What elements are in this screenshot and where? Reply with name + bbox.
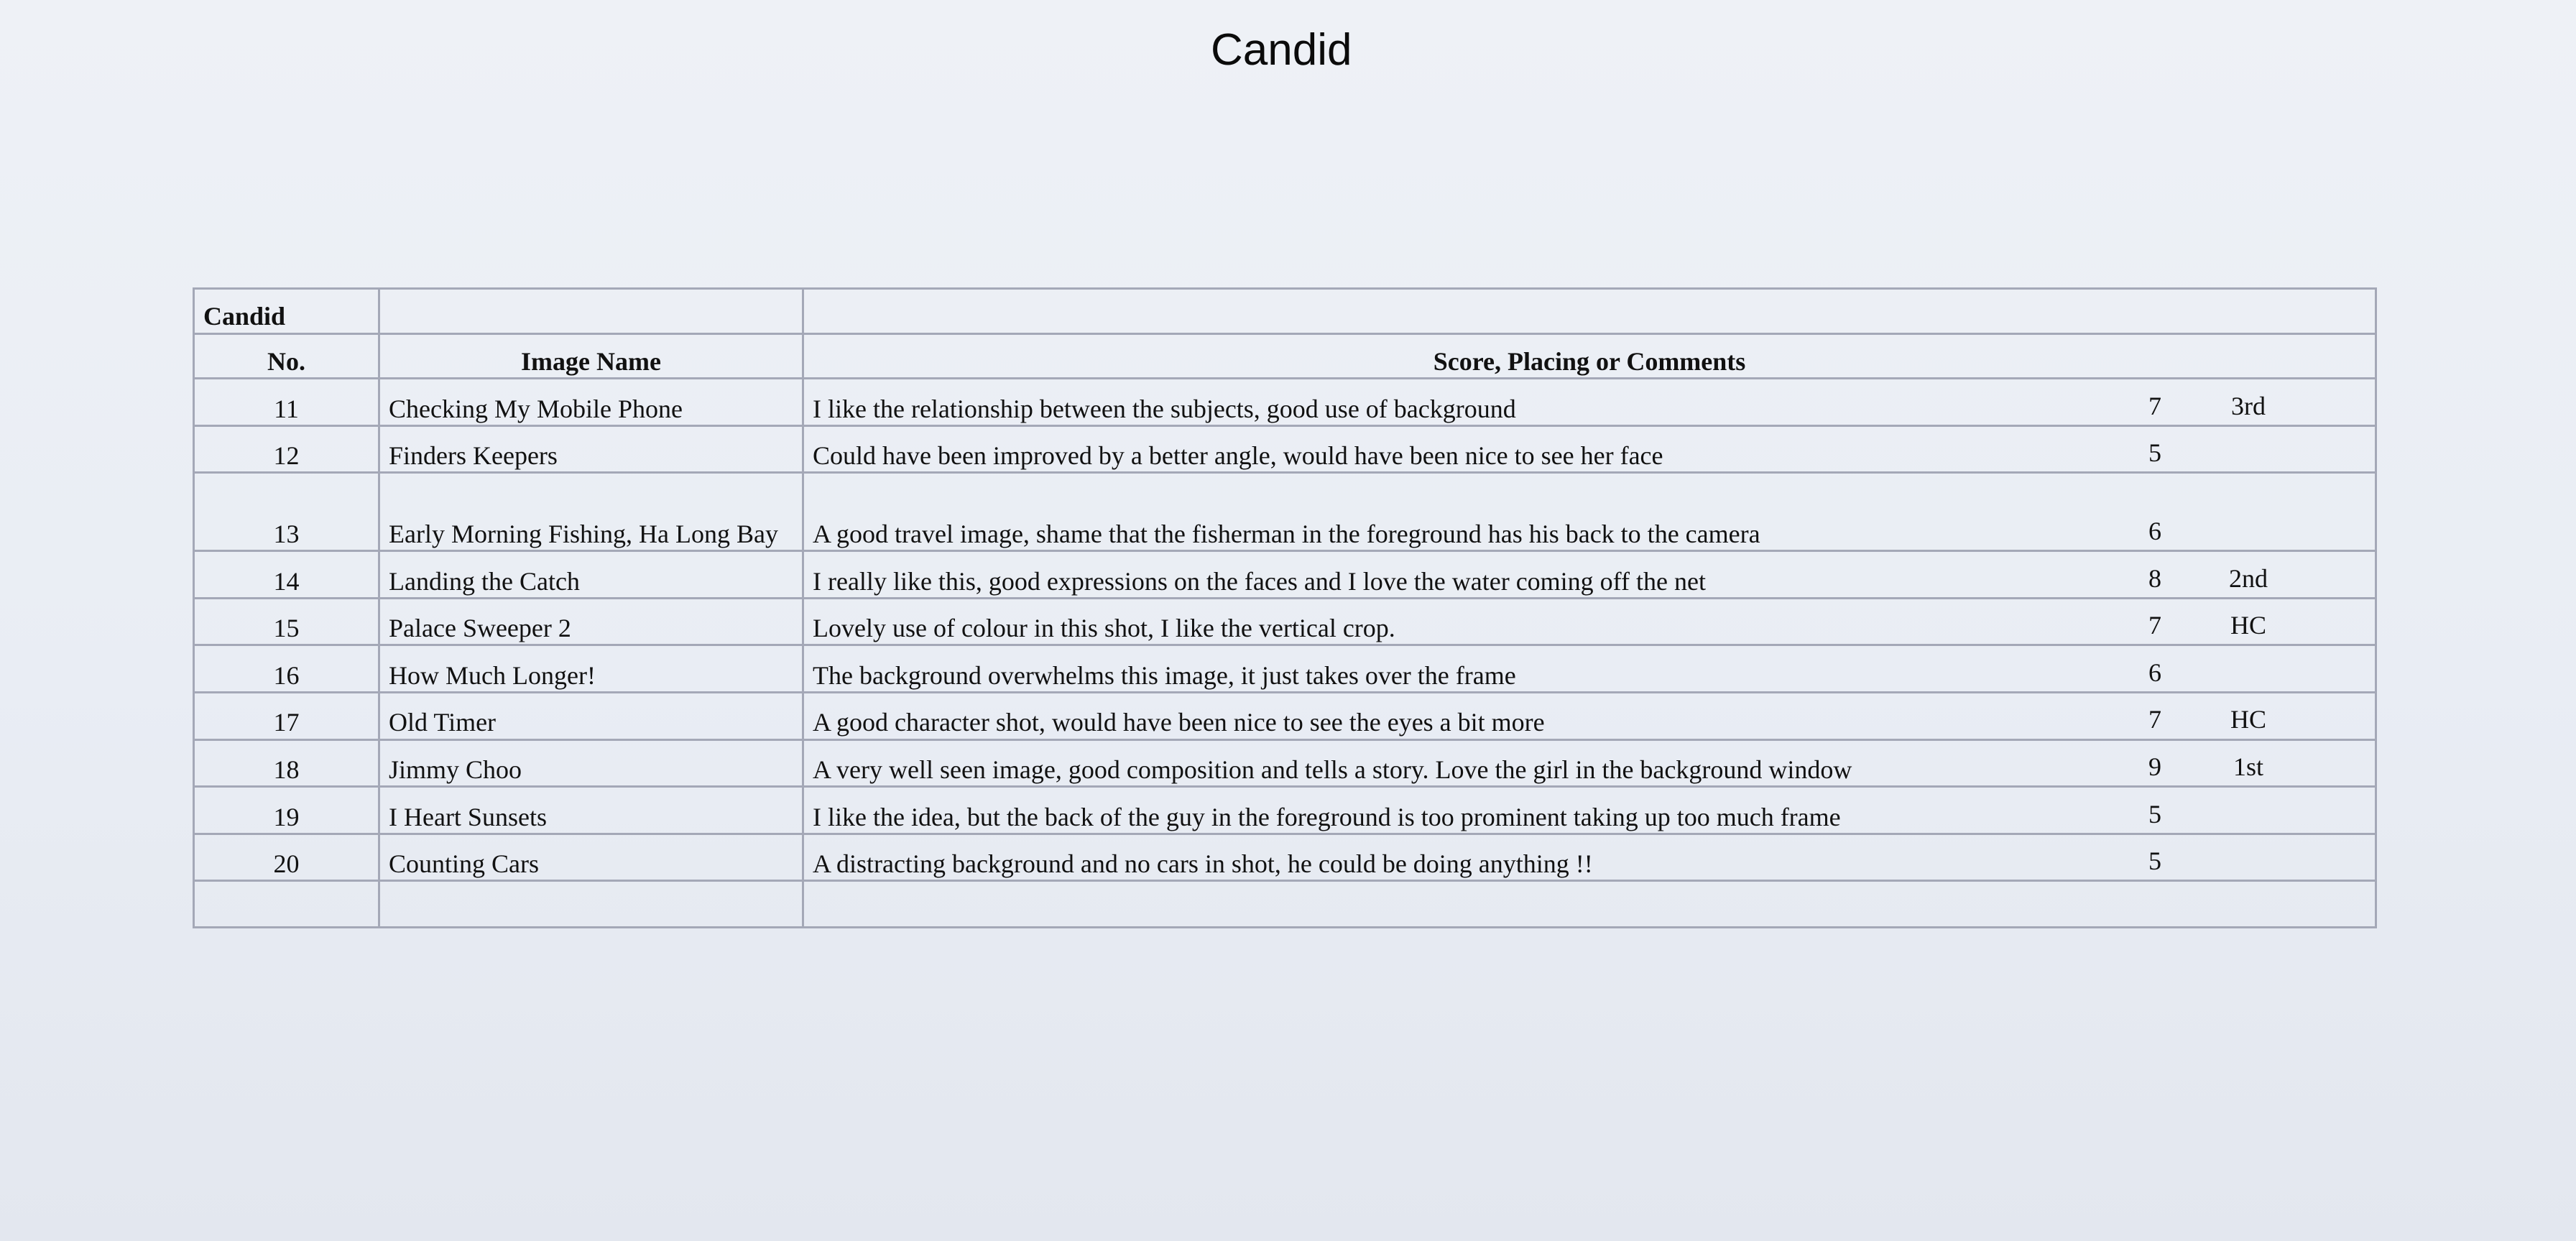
score-value: 8 [2148, 563, 2161, 593]
comment-text: A distracting background and no cars in shot, he could be doing anything !! [813, 849, 1593, 879]
category-label: Candid [194, 289, 379, 334]
score-value: 7 [2148, 705, 2161, 734]
cell-image-name: Palace Sweeper 2 [379, 598, 803, 645]
table-row [194, 692, 2376, 739]
score-value: 5 [2148, 438, 2161, 468]
comment-text: The background overwhelms this image, it just takes over the frame [813, 660, 1516, 690]
placing-value: 2nd [2229, 563, 2268, 593]
cell-image-name: Counting Cars [379, 834, 803, 881]
score-value: 9 [2148, 752, 2161, 781]
cell-image-name: I Heart Sunsets [379, 787, 803, 834]
score-value: 5 [2148, 846, 2161, 876]
table-row [194, 645, 2376, 693]
cell-comment [803, 787, 2376, 834]
cell-comment [803, 834, 2376, 881]
cell-comment [803, 379, 2376, 426]
cell-no: 19 [194, 787, 379, 834]
table-row [194, 473, 2376, 551]
comment-text: I like the idea, but the back of the guy in the foreground is too prominent taking up too much frame [813, 802, 1841, 831]
cell-no: 17 [194, 692, 379, 739]
empty-row [194, 881, 2376, 928]
cell-comment [803, 692, 2376, 739]
table-row [194, 425, 2376, 473]
comment-text: Could have been improved by a better angle, would have been nice to see her face [813, 441, 1663, 471]
cell-comment [803, 473, 2376, 551]
cell-no: 16 [194, 645, 379, 693]
placing-value: 3rd [2231, 391, 2266, 420]
cell-no: 18 [194, 739, 379, 787]
cell-image-name: How Much Longer! [379, 645, 803, 693]
page-title: Candid [1211, 25, 1352, 75]
empty-cell [803, 289, 2376, 334]
comment-text: A very well seen image, good composition and tells a story. Love the girl in the background window [813, 755, 1852, 784]
cell-image-name: Checking My Mobile Phone [379, 379, 803, 426]
cell-image-name: Old Timer [379, 692, 803, 739]
cell-no: 13 [194, 473, 379, 551]
comment-text: I really like this, good expressions on the faces and I love the water coming off the net [813, 566, 1706, 596]
table-row [194, 739, 2376, 787]
table-row [194, 787, 2376, 834]
cell-no: 11 [194, 379, 379, 426]
cell-comment [803, 425, 2376, 473]
cell-comment [803, 739, 2376, 787]
placing-value: HC [2230, 611, 2266, 640]
comment-text: Lovely use of colour in this shot, I like the vertical crop. [813, 614, 1395, 643]
empty-cell [803, 881, 2376, 928]
comment-text: I like the relationship between the subjects, good use of background [813, 394, 1516, 423]
cell-comment [803, 645, 2376, 693]
table-row [194, 379, 2376, 426]
cell-no: 12 [194, 425, 379, 473]
score-value: 6 [2148, 658, 2161, 687]
placing-value: HC [2230, 705, 2266, 734]
table-row [194, 598, 2376, 645]
cell-no: 14 [194, 551, 379, 599]
results-table [193, 287, 2377, 928]
header-row [194, 333, 2376, 379]
cell-image-name: Jimmy Choo [379, 739, 803, 787]
cell-image-name: Landing the Catch [379, 551, 803, 599]
comment-text: A good travel image, shame that the fisherman in the foreground has his back to the camera [813, 520, 1760, 549]
comment-text: A good character shot, would have been nice to see the eyes a bit more [813, 708, 1545, 737]
score-value: 6 [2148, 517, 2161, 546]
cell-image-name: Finders Keepers [379, 425, 803, 473]
cell-comment [803, 551, 2376, 599]
score-value: 7 [2148, 611, 2161, 640]
score-value: 5 [2148, 799, 2161, 829]
table-row [194, 551, 2376, 599]
table-row [194, 834, 2376, 881]
header-image-name: Image Name [379, 333, 803, 379]
empty-cell [379, 881, 803, 928]
empty-cell [379, 289, 803, 334]
placing-value: 1st [2233, 752, 2263, 781]
cell-comment [803, 598, 2376, 645]
category-row [194, 289, 2376, 334]
cell-no: 15 [194, 598, 379, 645]
cell-image-name: Early Morning Fishing, Ha Long Bay [379, 473, 803, 551]
header-no: No. [194, 333, 379, 379]
empty-cell [194, 881, 379, 928]
score-value: 7 [2148, 391, 2161, 420]
cell-no: 20 [194, 834, 379, 881]
header-comments: Score, Placing or Comments [803, 333, 2376, 379]
